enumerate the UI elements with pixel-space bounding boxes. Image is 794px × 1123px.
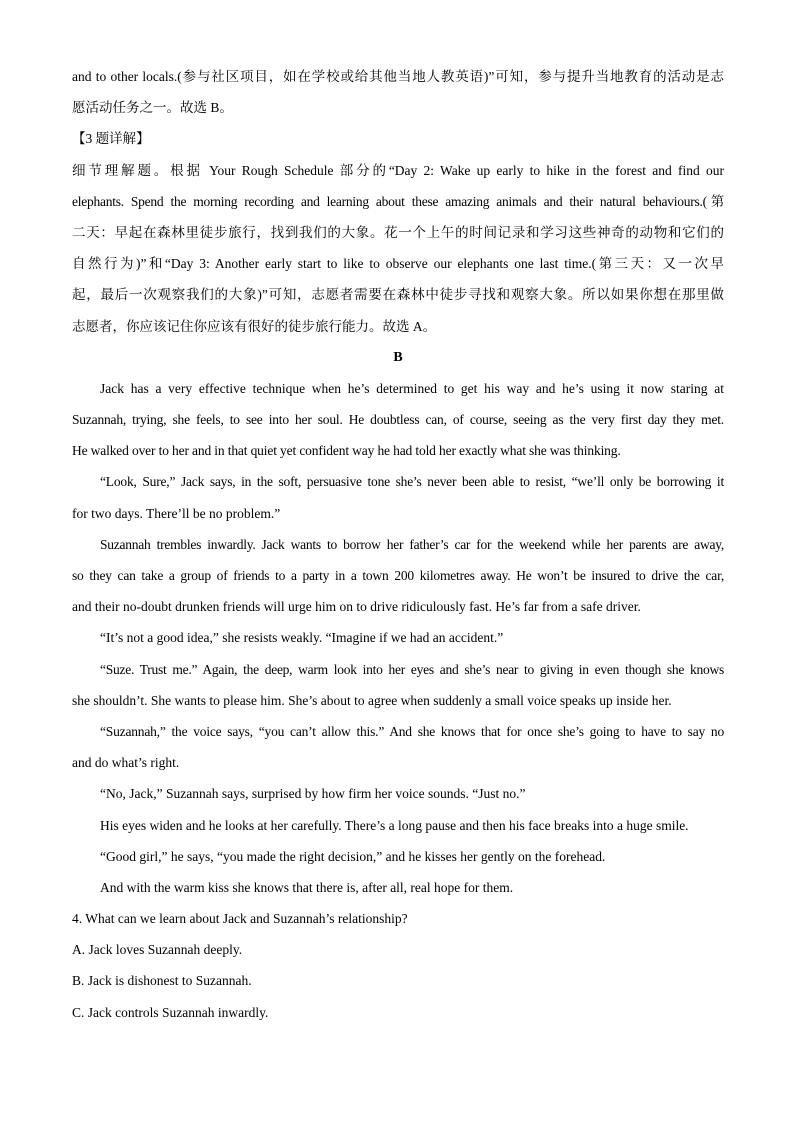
passage-line: and do what’s right. <box>72 755 180 771</box>
q3-detail-line: 细节理解题。根据 Your Rough Schedule 部分的“Day 2: Wake up early to hike in the forest and find our <box>72 162 724 178</box>
question-4 <box>72 903 724 1028</box>
section-b <box>72 342 724 903</box>
question-option-b: B. Jack is dishonest to Suzannah. <box>72 973 252 989</box>
passage-paragraph <box>72 716 724 778</box>
passage-paragraph <box>72 841 724 872</box>
passage-line: and their no-doubt drunken friends will urge him on to drive ridiculously fast. He’s far from a safe driver. <box>72 599 641 615</box>
question-option-c: C. Jack controls Suzannah inwardly. <box>72 1004 269 1020</box>
question-stem: 4. What can we learn about Jack and Suzannah’s relationship? <box>72 911 408 927</box>
passage-line: And with the warm kiss she knows that there is, after all, real hope for them. <box>100 879 514 895</box>
passage-paragraph <box>72 810 724 841</box>
passage-line: He walked over to her and in that quiet yet confident way he had told her exactly what she was thinking. <box>72 443 621 459</box>
q3-detail-line: 志愿者，你应该记住你应该有很好的徒步旅行能力。故选 A。 <box>72 318 437 334</box>
passage-paragraph <box>72 529 724 623</box>
passage-line: Jack has a very effective technique when he’s determined to get his way and he’s using it now staring at <box>100 380 724 396</box>
q3-detail-line: 起，最后一次观察我们的大象)”可知，志愿者需要在森林中徒步寻找和观察大象。所以如果你想在那里做 <box>72 287 724 303</box>
passage-line: Suzannah trembles inwardly. Jack wants to borrow her father’s car for the weekend while her parents are away, <box>100 536 724 552</box>
document-page <box>72 61 724 1028</box>
passage-paragraph <box>72 778 724 809</box>
prev-answer-line: and to other locals.(参与社区项目，如在学校或给其他当地人教英语)”可知，参与提升当地教育的活动是志 <box>72 69 724 84</box>
passage-line: for two days. There’ll be no problem.” <box>72 505 281 521</box>
passage-line: “Good girl,” he says, “you made the right decision,” and he kisses her gently on the forehead. <box>100 848 606 864</box>
passage-line: “Suzannah,” the voice says, “you can’t allow this.” And she knows that for once she’s going to have to say no <box>100 723 724 739</box>
question-option-a: A. Jack loves Suzannah deeply. <box>72 942 243 958</box>
q3-detail-block <box>72 123 724 341</box>
passage-paragraph <box>72 872 724 903</box>
passage-line: His eyes widen and he looks at her carefully. There’s a long pause and then his face breaks into a huge smile. <box>100 817 689 833</box>
q3-detail-line: 二天：早起在森林里徒步旅行，找到我们的大象。花一个上午的时间记录和学习这些神奇的动物和它们的 <box>72 224 724 240</box>
passage-line: “Look, Sure,” Jack says, in the soft, persuasive tone she’s never been able to resist, “we’ll only be borrowing it <box>100 474 724 490</box>
q3-detail-line: 自然行为)”和“Day 3: Another early start to like to observe our elephants one last time.(第三天：又一次早 <box>72 256 724 272</box>
prev-answer-block <box>72 61 724 123</box>
passage-line: she shouldn’t. She wants to please him. She’s about to agree when suddenly a small voice speaks up inside her. <box>72 692 672 708</box>
passage-paragraph <box>72 373 724 467</box>
passage-line: “Suze. Trust me.” Again, the deep, warm look into her eyes and she’s near to giving in even though she knows <box>100 661 724 677</box>
q3-detail-line: elephants. Spend the morning recording and learning about these amazing animals and their natural behaviours.(第 <box>72 193 724 209</box>
passage-paragraph <box>72 654 724 716</box>
passage-line: Suzannah, trying, she feels, to see into her soul. He doubtless can, of course, seeing as the very first day they met. <box>72 412 724 428</box>
passage-line: so they can take a group of friends to a party in a town 200 kilometres away. He won’t be insured to drive the car, <box>72 568 724 583</box>
passage-line: “No, Jack,” Suzannah says, surprised by how firm her voice sounds. “Just no.” <box>100 786 526 802</box>
passage-line: “It’s not a good idea,” she resists weakly. “Imagine if we had an accident.” <box>100 630 504 646</box>
section-b-label: B <box>393 349 403 365</box>
passage-paragraph <box>72 466 724 528</box>
q3-heading: 【3 题详解】 <box>72 131 150 147</box>
prev-answer-line: 愿活动任务之一。故选 B。 <box>72 100 233 116</box>
passage-paragraph <box>72 622 724 653</box>
